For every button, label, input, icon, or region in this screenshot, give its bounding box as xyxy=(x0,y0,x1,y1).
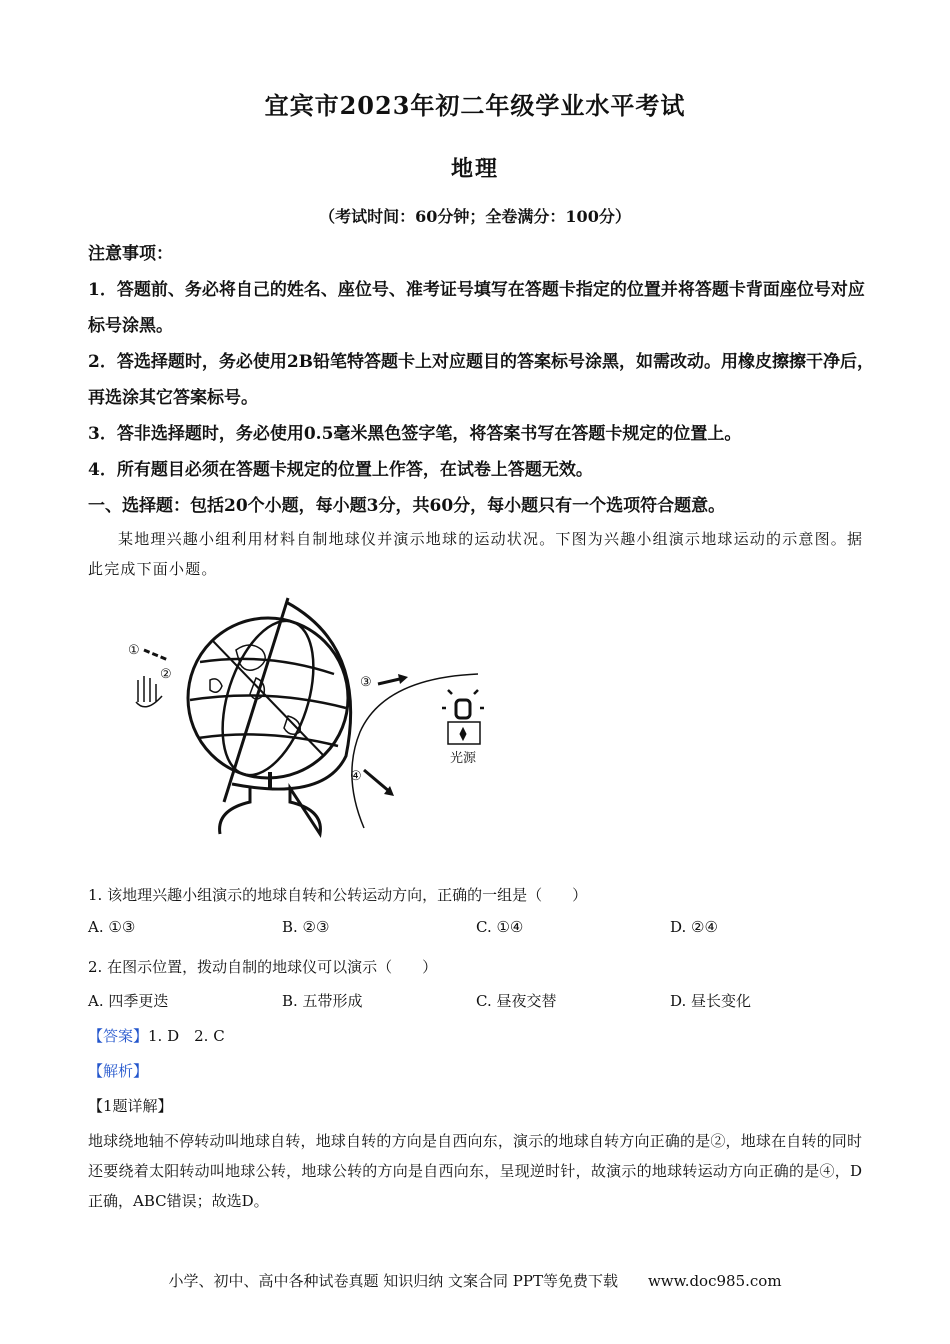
q2-option-b: B. 五带形成 xyxy=(282,992,363,1010)
light-source-label: 光源 xyxy=(450,750,477,765)
exam-info: （考试时间：60分钟；全卷满分：100分） xyxy=(319,207,631,226)
page-footer: 小学、初中、高中各种试卷真题 知识归纳 文案合同 PPT等免费下载 www.doc985.com xyxy=(168,1272,782,1290)
answer-text: 1. D 2. C xyxy=(148,1027,225,1045)
question-intro: 某地理兴趣小组利用材料自制地球仪并演示地球的运动状况。下图为兴趣小组演示地球运动的示意图。据此完成下面小题。 xyxy=(88,530,864,578)
label-2: ② xyxy=(160,667,172,682)
q1-option-c: C. ①④ xyxy=(476,918,524,936)
label-1: ① xyxy=(128,643,140,658)
earth-motion-figure xyxy=(128,596,508,856)
notice-item-2: 2．答选择题时，务必使用2B铅笔特答题卡上对应题目的答案标号涂黑，如需改动。用橡皮擦擦干净后，再选涂其它答案标号。 xyxy=(88,352,875,408)
notice-title: 注意事项： xyxy=(88,244,173,264)
q2-option-d: D. 昼长变化 xyxy=(670,992,752,1010)
q2-option-a: A. 四季更迭 xyxy=(88,992,169,1010)
globe-stand-icon xyxy=(220,788,321,834)
detail-tag: 【1题详解】 xyxy=(88,1097,173,1115)
hand-icon xyxy=(136,676,162,707)
label-3: ③ xyxy=(360,675,372,690)
page-title: 宜宾市2023年初二年级学业水平考试 xyxy=(264,91,686,120)
notice-item-1: 1．答题前、务必将自己的姓名、座位号、准考证号填写在答题卡指定的位置并将答题卡背面座位号对应标号涂黑。 xyxy=(88,280,865,336)
light-source-icon xyxy=(442,690,484,744)
q2-option-c: C. 昼夜交替 xyxy=(476,992,557,1010)
analysis-tag: 【解析】 xyxy=(88,1062,149,1080)
question-2-stem: 2. 在图示位置，拨动自制的地球仪可以演示（ ） xyxy=(88,958,438,976)
notice-item-3: 3．答非选择题时，务必使用0.5毫米黑色签字笔，将答案书写在答题卡规定的位置上。 xyxy=(88,424,742,444)
subject-title: 地理 xyxy=(450,156,499,182)
question-1-stem: 1. 该地理兴趣小组演示的地球自转和公转运动方向，正确的一组是（ ） xyxy=(88,886,588,904)
q1-option-b: B. ②③ xyxy=(282,918,330,936)
q1-option-d: D. ②④ xyxy=(670,918,718,936)
answer-tag: 【答案】 xyxy=(88,1027,149,1045)
detail-text: 地球绕地轴不停转动叫地球自转，地球自转的方向是自西向东，演示的地球自转方向正确的是②，地球在自转的同时还要绕着太阳转动叫地球公转，地球公转的方向是自西向东，呈现逆时针，故演示的地球转运动方向正确的是④，D正确，ABC错误；故选D。 xyxy=(88,1132,862,1210)
section-heading: 一、选择题：包括20个小题，每小题3分，共60分，每小题只有一个选项符合题意。 xyxy=(88,496,726,516)
globe-diagram xyxy=(128,596,508,856)
label-4: ④ xyxy=(350,769,362,784)
q1-option-a: A. ①③ xyxy=(88,918,136,936)
notice-item-4: 4．所有题目必须在答题卡规定的位置上作答，在试卷上答题无效。 xyxy=(88,460,593,480)
arrow-icon xyxy=(144,650,168,660)
answer-line xyxy=(88,1025,225,1046)
